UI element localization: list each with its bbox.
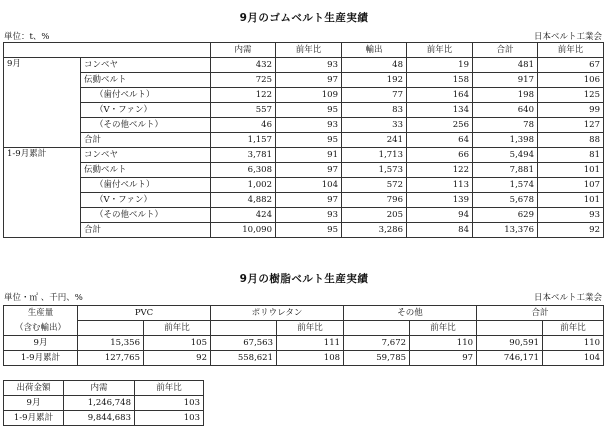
data-cell: 5,494	[473, 148, 538, 163]
table-row	[4, 103, 604, 118]
yoy-subheader: 前年比	[410, 321, 477, 336]
data-cell: 110	[410, 336, 477, 351]
row-label: 伝動ベルト	[81, 163, 211, 178]
data-cell: 557	[211, 103, 276, 118]
data-cell: 59,785	[344, 351, 410, 366]
row-label: （V・ファン）	[81, 103, 211, 118]
table-row	[4, 351, 604, 366]
data-cell: 106	[538, 73, 604, 88]
data-cell: 1,002	[211, 178, 276, 193]
rubber-column-header: 合計	[473, 43, 538, 58]
data-cell: 432	[211, 58, 276, 73]
shipment-header-row	[4, 381, 204, 396]
data-cell: 1,157	[211, 133, 276, 148]
data-cell: 558,621	[211, 351, 277, 366]
table-row	[4, 193, 604, 208]
table-row	[4, 178, 604, 193]
subheader-blank	[211, 321, 277, 336]
production-volume-header: 生産量	[4, 306, 78, 321]
data-cell: 7,881	[473, 163, 538, 178]
data-cell: 10,090	[211, 223, 276, 238]
subheader-blank	[78, 321, 144, 336]
rubber-column-header: 内需	[211, 43, 276, 58]
data-cell: 93	[276, 208, 342, 223]
period-label: 1-9月累計	[4, 148, 81, 238]
data-cell: 572	[342, 178, 407, 193]
data-cell: 1,713	[342, 148, 407, 163]
data-cell: 107	[538, 178, 604, 193]
data-cell: 110	[543, 336, 604, 351]
data-cell: 481	[473, 58, 538, 73]
rubber-header-blank	[4, 43, 211, 58]
table-row	[4, 163, 604, 178]
data-cell: 105	[144, 336, 211, 351]
resin-category-header: PVC	[78, 306, 211, 321]
data-cell: 104	[543, 351, 604, 366]
resin-source-note: 日本ベルト工業会	[533, 293, 602, 303]
resin-belt-table	[3, 305, 604, 366]
data-cell: 67,563	[211, 336, 277, 351]
data-cell: 127	[538, 118, 604, 133]
data-cell: 725	[211, 73, 276, 88]
data-cell: 83	[342, 103, 407, 118]
resin-unit-note: 単位・㎡ 、千円、%	[4, 293, 83, 303]
resin-category-header: その他	[344, 306, 477, 321]
rubber-unit-note: 単位：t、%	[4, 32, 50, 42]
shipment-column-header: 前年比	[135, 381, 204, 396]
data-cell: 94	[407, 208, 473, 223]
data-cell: 4,882	[211, 193, 276, 208]
shipment-column-header: 出荷金額	[4, 381, 64, 396]
row-label: （歯付ベルト）	[81, 88, 211, 103]
rubber-column-header: 輸出	[342, 43, 407, 58]
data-cell: 122	[211, 88, 276, 103]
data-cell: 5,678	[473, 193, 538, 208]
data-cell: 48	[342, 58, 407, 73]
data-cell: 97	[276, 163, 342, 178]
data-cell: 97	[410, 351, 477, 366]
rubber-source-note: 日本ベルト工業会	[533, 32, 602, 42]
data-cell: 158	[407, 73, 473, 88]
data-cell: 104	[276, 178, 342, 193]
table-row	[4, 208, 604, 223]
row-label: （その他ベルト）	[81, 208, 211, 223]
table-row	[4, 336, 604, 351]
data-cell: 46	[211, 118, 276, 133]
data-cell: 122	[407, 163, 473, 178]
data-cell: 205	[342, 208, 407, 223]
data-cell: 1,398	[473, 133, 538, 148]
rubber-belt-table	[3, 42, 604, 238]
data-cell: 6,308	[211, 163, 276, 178]
data-cell: 3,286	[342, 223, 407, 238]
data-cell: 93	[538, 208, 604, 223]
table-row	[4, 411, 204, 426]
including-export-header: （含む輸出）	[4, 321, 78, 336]
row-label: 合計	[81, 223, 211, 238]
data-cell: 95	[276, 223, 342, 238]
shipment-column-header: 内需	[64, 381, 135, 396]
data-cell: 125	[538, 88, 604, 103]
data-cell: 103	[135, 411, 204, 426]
data-cell: 7,672	[344, 336, 410, 351]
period-label: 9月	[4, 58, 81, 148]
data-cell: 67	[538, 58, 604, 73]
data-cell: 91	[276, 148, 342, 163]
shipment-value-table	[3, 380, 204, 426]
data-cell: 66	[407, 148, 473, 163]
row-label: 伝動ベルト	[81, 73, 211, 88]
data-cell: 15,356	[78, 336, 144, 351]
data-cell: 256	[407, 118, 473, 133]
table-row	[4, 396, 204, 411]
row-label: 合計	[81, 133, 211, 148]
period-label: 1-9月累計	[4, 411, 64, 426]
data-cell: 796	[342, 193, 407, 208]
data-cell: 77	[342, 88, 407, 103]
data-cell: 9,844,683	[64, 411, 135, 426]
data-cell: 192	[342, 73, 407, 88]
yoy-subheader: 前年比	[277, 321, 344, 336]
row-label: コンベヤ	[81, 148, 211, 163]
data-cell: 127,765	[78, 351, 144, 366]
data-cell: 33	[342, 118, 407, 133]
data-cell: 746,171	[477, 351, 543, 366]
data-cell: 1,574	[473, 178, 538, 193]
data-cell: 84	[407, 223, 473, 238]
resin-subheader-row	[4, 321, 604, 336]
data-cell: 164	[407, 88, 473, 103]
data-cell: 109	[276, 88, 342, 103]
data-cell: 1,573	[342, 163, 407, 178]
rubber-belt-title: 9月のゴムベルト生産実績	[239, 12, 369, 24]
yoy-subheader: 前年比	[543, 321, 604, 336]
table-row	[4, 73, 604, 88]
data-cell: 95	[276, 103, 342, 118]
data-cell: 3,781	[211, 148, 276, 163]
data-cell: 81	[538, 148, 604, 163]
data-cell: 97	[276, 73, 342, 88]
data-cell: 424	[211, 208, 276, 223]
table-row	[4, 133, 604, 148]
row-label: （V・ファン）	[81, 193, 211, 208]
data-cell: 90,591	[477, 336, 543, 351]
period-label: 1-9月累計	[4, 351, 78, 366]
data-cell: 111	[277, 336, 344, 351]
data-cell: 134	[407, 103, 473, 118]
row-label: （歯付ベルト）	[81, 178, 211, 193]
data-cell: 92	[144, 351, 211, 366]
rubber-column-header: 前年比	[407, 43, 473, 58]
subheader-blank	[344, 321, 410, 336]
row-label: （その他ベルト）	[81, 118, 211, 133]
data-cell: 99	[538, 103, 604, 118]
table-row	[4, 58, 604, 73]
data-cell: 93	[276, 118, 342, 133]
table-row	[4, 88, 604, 103]
rubber-header-row	[4, 43, 604, 58]
data-cell: 640	[473, 103, 538, 118]
data-cell: 917	[473, 73, 538, 88]
period-label: 9月	[4, 336, 78, 351]
data-cell: 139	[407, 193, 473, 208]
data-cell: 101	[538, 193, 604, 208]
period-label: 9月	[4, 396, 64, 411]
resin-header-row	[4, 306, 604, 321]
row-label: コンベヤ	[81, 58, 211, 73]
data-cell: 103	[135, 396, 204, 411]
data-cell: 629	[473, 208, 538, 223]
data-cell: 88	[538, 133, 604, 148]
data-cell: 64	[407, 133, 473, 148]
data-cell: 95	[276, 133, 342, 148]
data-cell: 108	[277, 351, 344, 366]
resin-belt-title: 9月の樹脂ベルト生産実績	[239, 273, 369, 285]
table-row	[4, 118, 604, 133]
data-cell: 97	[276, 193, 342, 208]
data-cell: 198	[473, 88, 538, 103]
data-cell: 113	[407, 178, 473, 193]
resin-category-header: 合計	[477, 306, 604, 321]
data-cell: 13,376	[473, 223, 538, 238]
data-cell: 101	[538, 163, 604, 178]
data-cell: 1,246,748	[64, 396, 135, 411]
table-row	[4, 223, 604, 238]
data-cell: 241	[342, 133, 407, 148]
data-cell: 78	[473, 118, 538, 133]
rubber-column-header: 前年比	[538, 43, 604, 58]
table-row	[4, 148, 604, 163]
data-cell: 92	[538, 223, 604, 238]
rubber-column-header: 前年比	[276, 43, 342, 58]
resin-category-header: ポリウレタン	[211, 306, 344, 321]
data-cell: 93	[276, 58, 342, 73]
yoy-subheader: 前年比	[144, 321, 211, 336]
subheader-blank	[477, 321, 543, 336]
data-cell: 19	[407, 58, 473, 73]
